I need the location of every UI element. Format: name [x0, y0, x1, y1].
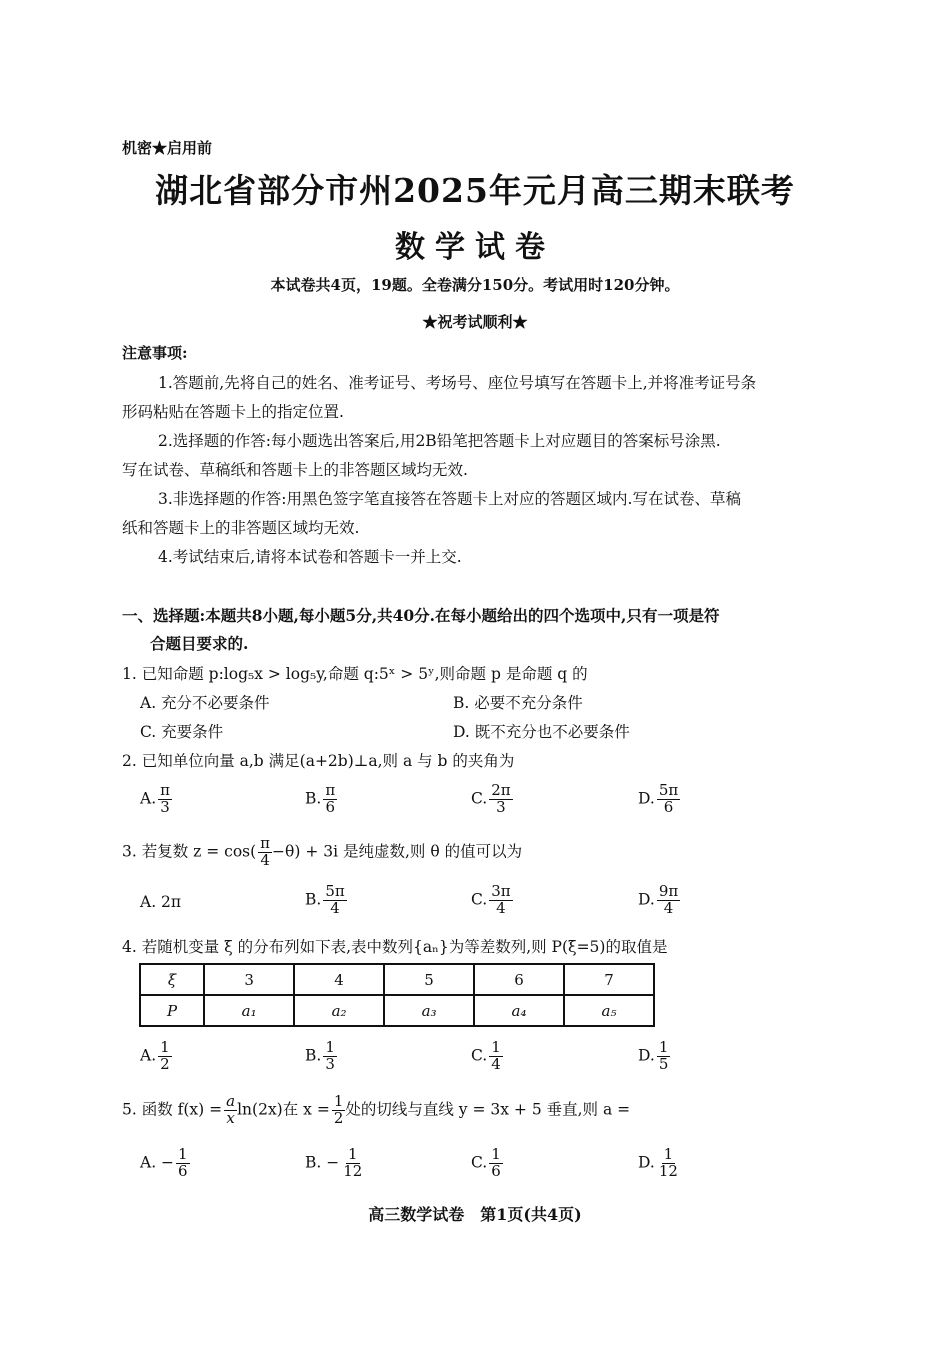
question-5-stem: 5. 函数 f(x) = $\frac{a}{x}$ ln(2x)在 x = $\frac{1}{2}$ 处的切线与直线 y = 3x + 5 垂直,则 a =	[122, 1092, 631, 1127]
question-4-option-a: A. $\frac{1}{2}$	[140, 1038, 170, 1073]
question-2-option-c: C. $\frac{2\pi}{3}$	[471, 781, 511, 816]
notice-item-4: 4.考试结束后,请将本试卷和答题卡一并上交.	[158, 548, 462, 566]
distribution-table	[139, 963, 655, 1027]
question-4-stem: 4. 若随机变量 ξ 的分布列如下表,表中数列{aₙ}为等差数列,则 P(ξ=5)的取值是	[122, 938, 668, 956]
table-row	[140, 964, 654, 995]
notice-item-2-line-2: 写在试卷、草稿纸和答题卡上的非答题区域均无效.	[122, 461, 468, 479]
notice-item-1-line-2: 形码粘贴在答题卡上的指定位置.	[122, 403, 344, 421]
question-5-option-a: A. − $\frac{1}{6}$	[140, 1145, 188, 1180]
question-3-option-a: A. 2π	[140, 893, 182, 911]
table-cell: a₄	[474, 995, 564, 1026]
question-4-option-d: D. $\frac{1}{5}$	[638, 1038, 669, 1073]
table-cell: a₅	[564, 995, 654, 1026]
question-3-option-d: D. $\frac{9\pi}{4}$	[638, 882, 679, 917]
notice-item-1-line-1: 1.答题前,先将自己的姓名、准考证号、考场号、座位号填写在答题卡上,并将准考证号条	[158, 374, 757, 392]
table-cell: a₃	[384, 995, 474, 1026]
question-5-option-d: D. $\frac{1}{12}$	[638, 1145, 678, 1180]
table-cell: 4	[294, 964, 384, 995]
table-cell: 6	[474, 964, 564, 995]
table-cell: a₁	[204, 995, 294, 1026]
question-1-option-b: B. 必要不充分条件	[453, 694, 583, 712]
question-3-option-c: C. $\frac{3\pi}{4}$	[471, 882, 511, 917]
question-4-option-c: C. $\frac{1}{4}$	[471, 1038, 501, 1073]
question-2-option-a: A. $\frac{\pi}{3}$	[140, 781, 170, 816]
question-1-option-a: A. 充分不必要条件	[140, 694, 270, 712]
table-cell: ξ	[140, 964, 204, 995]
table-cell: a₂	[294, 995, 384, 1026]
confidential-label: 机密★启用前	[122, 139, 213, 157]
table-cell: 5	[384, 964, 474, 995]
table-cell: 7	[564, 964, 654, 995]
good-luck-text: ★祝考试顺利★	[422, 313, 528, 331]
section-1-line-2: 合题目要求的.	[150, 634, 249, 653]
notice-heading: 注意事项:	[122, 344, 188, 362]
question-3-stem: 3. 若复数 z = cos( $\frac{\pi}{4}$ −θ) + 3i 是纯虚数,则 θ 的值可以为	[122, 834, 523, 869]
question-1-stem: 1. 已知命题 p:log₅x > log₅y,命题 q:5ˣ > 5ʸ,则命题 p 是命题 q 的	[122, 665, 588, 683]
exam-title: 湖北省部分市州2025年元月高三期末联考	[155, 171, 795, 210]
question-5-option-c: C. $\frac{1}{6}$	[471, 1145, 501, 1180]
notice-item-2-line-1: 2.选择题的作答:每小题选出答案后,用2B铅笔把答题卡上对应题目的答案标号涂黑.	[158, 432, 721, 450]
question-4-option-b: B. $\frac{1}{3}$	[305, 1038, 335, 1073]
question-3-option-b: B. $\frac{5\pi}{4}$	[305, 882, 345, 917]
question-1-option-c: C. 充要条件	[140, 723, 224, 741]
question-2-stem: 2. 已知单位向量 a,b 满足(a+2b)⊥a,则 a 与 b 的夹角为	[122, 752, 515, 770]
exam-subtitle: 数学试卷	[395, 230, 555, 265]
page-footer: 高三数学试卷 第1页(共4页)	[368, 1205, 582, 1224]
question-2-option-b: B. $\frac{\pi}{6}$	[305, 781, 336, 816]
table-cell: P	[140, 995, 204, 1026]
question-5-option-b: B. − $\frac{1}{12}$	[305, 1145, 363, 1180]
notice-item-3-line-1: 3.非选择题的作答:用黑色签字笔直接答在答题卡上对应的答题区域内.写在试卷、草稿	[158, 490, 741, 508]
question-2-option-d: D. $\frac{5\pi}{6}$	[638, 781, 679, 816]
exam-info: 本试卷共4页，19题。全卷满分150分。考试用时120分钟。	[270, 276, 680, 294]
question-1-option-d: D. 既不充分也不必要条件	[453, 723, 630, 741]
table-row	[140, 995, 654, 1026]
section-1-line-1: 一、选择题:本题共8小题,每小题5分,共40分.在每小题给出的四个选项中,只有一项是符	[122, 606, 720, 625]
notice-item-3-line-2: 纸和答题卡上的非答题区域均无效.	[122, 519, 360, 537]
table-cell: 3	[204, 964, 294, 995]
